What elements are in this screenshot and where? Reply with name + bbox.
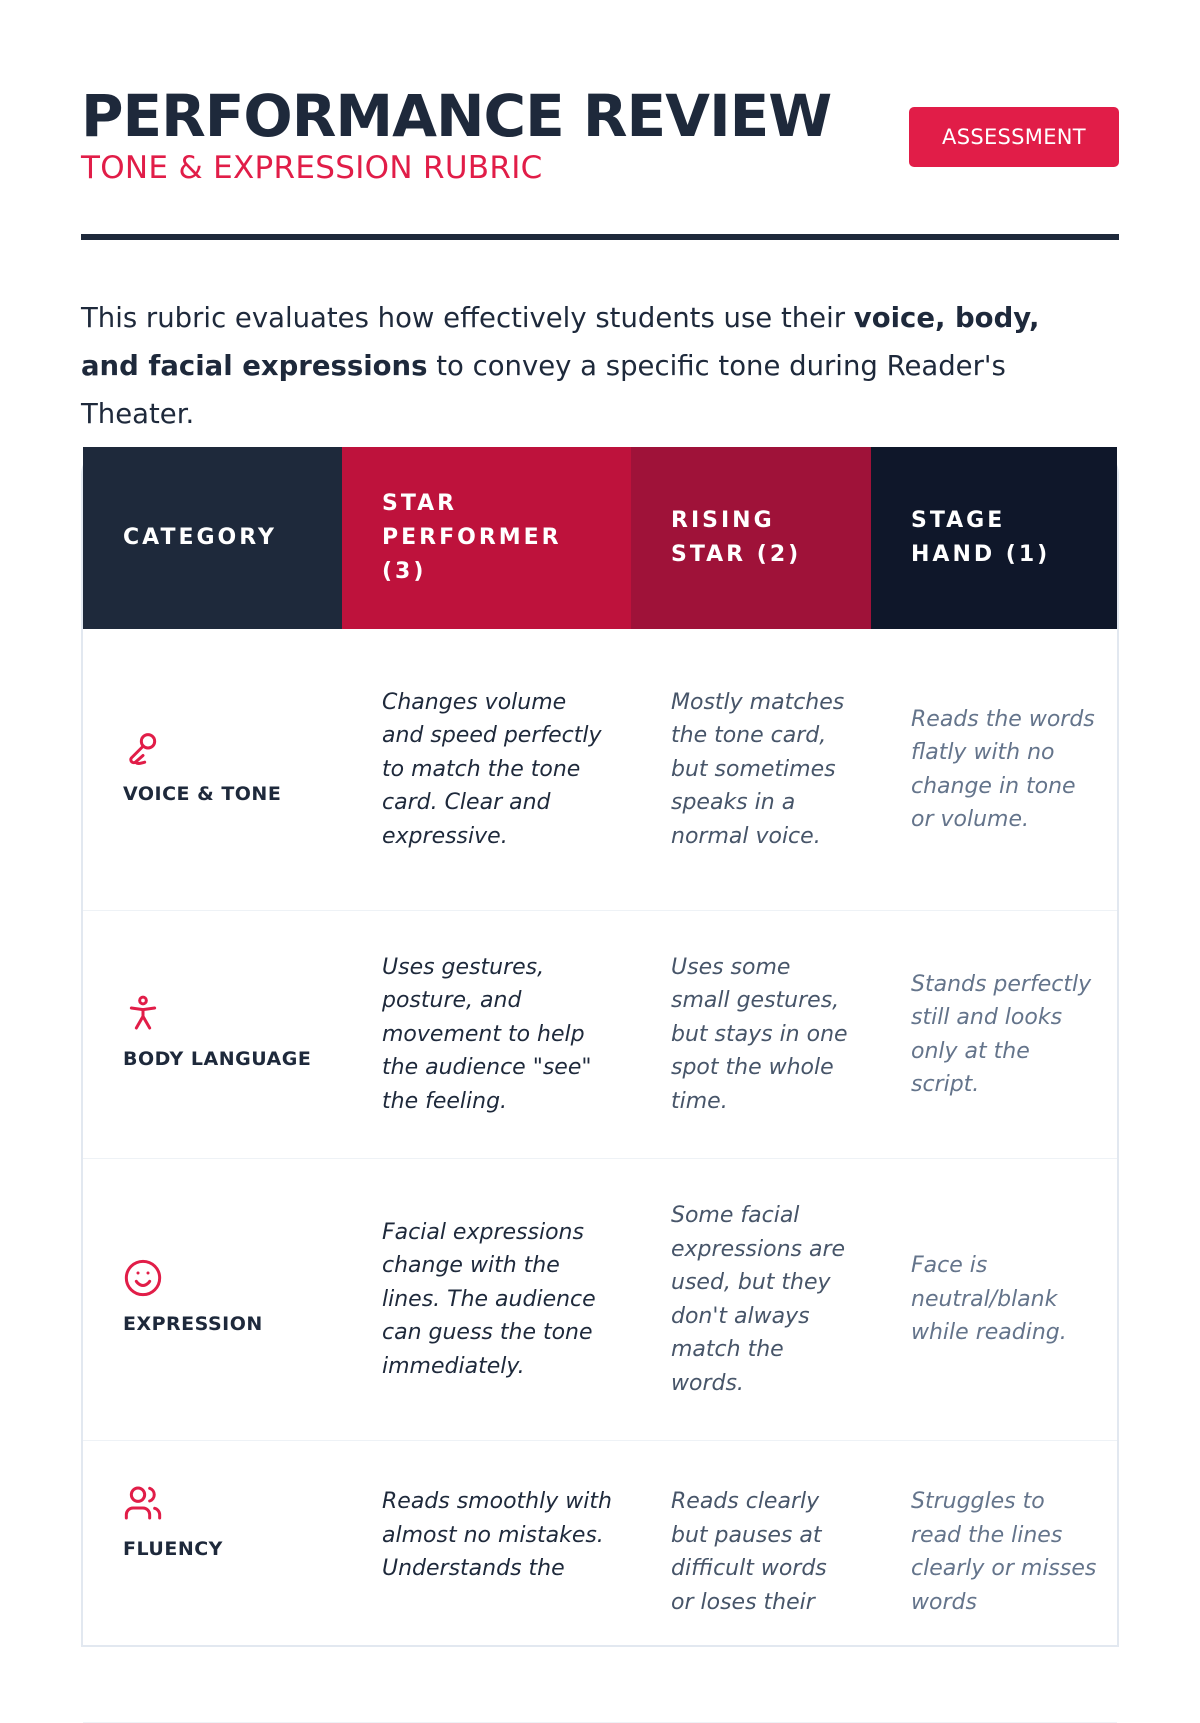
category-label: FLUENCY [123, 1538, 223, 1560]
category-cell [83, 1159, 342, 1440]
rubric-table [81, 447, 1119, 1647]
stage-hand-cell: Struggles to read the lines clearly or misses words [911, 1489, 1097, 1615]
category-label: VOICE & TONE [123, 782, 282, 805]
category-label: EXPRESSION [123, 1312, 263, 1335]
page-header [81, 82, 1119, 242]
table-row [83, 1441, 1117, 1723]
table-row [83, 1159, 1117, 1441]
intro-lead: This rubric evaluates how effectively students use their [81, 302, 854, 334]
column-header-rising-star: RISING STAR (2) [631, 447, 871, 629]
star-performer-cell: Reads smoothly with almost no mistakes. Understands the [382, 1489, 612, 1581]
microphone-icon [123, 728, 163, 768]
category-label: BODY LANGUAGE [123, 1047, 312, 1070]
category-cell [83, 629, 342, 910]
page-title: PERFORMANCE REVIEW [81, 82, 832, 150]
page-subtitle: TONE & EXPRESSION RUBRIC [81, 150, 543, 186]
rising-star-cell: Some facial expressions are used, but they don't always match the words. [671, 1203, 846, 1396]
rising-star-cell: Mostly matches the tone card, but sometimes speaks in a normal voice. [671, 689, 845, 849]
stage-hand-cell: Reads the words flatly with no change in tone or volume. [911, 706, 1095, 832]
header-divider [81, 234, 1119, 240]
intro-paragraph [81, 294, 1080, 438]
stage-hand-cell: Stands perfectly still and looks only at the script. [911, 971, 1092, 1097]
rising-star-cell: Reads clearly but pauses at difficult words or loses their [671, 1489, 827, 1615]
smile-icon [123, 1258, 163, 1298]
intro-bold: voice, body, and facial expressions [81, 302, 1040, 382]
table-row [83, 629, 1117, 911]
users-icon [123, 1483, 163, 1523]
column-header-category: CATEGORY [83, 447, 342, 629]
intro-tail: to convey a specific tone during Reader's Theater. [81, 350, 1006, 430]
table-row [83, 911, 1117, 1159]
star-performer-cell: Changes volume and speed perfectly to match the tone card. Clear and expressive. [382, 689, 602, 849]
category-cell [83, 1441, 342, 1722]
stage-hand-cell: Face is neutral/blank while reading. [911, 1253, 1067, 1346]
column-header-stage-hand: STAGE HAND (1) [871, 447, 1117, 629]
person-icon [123, 993, 163, 1033]
star-performer-cell: Facial expressions change with the lines. The audience can guess the tone immediately. [382, 1219, 596, 1379]
assessment-badge: ASSESSMENT [909, 107, 1119, 167]
rising-star-cell: Uses some small gestures, but stays in one spot the whole time. [671, 954, 848, 1114]
column-header-star-performer: STAR PERFORMER (3) [342, 447, 631, 629]
star-performer-cell: Uses gestures, posture, and movement to help the audience "see" the feeling. [382, 954, 592, 1114]
table-header [83, 447, 1117, 629]
category-cell [83, 911, 342, 1158]
